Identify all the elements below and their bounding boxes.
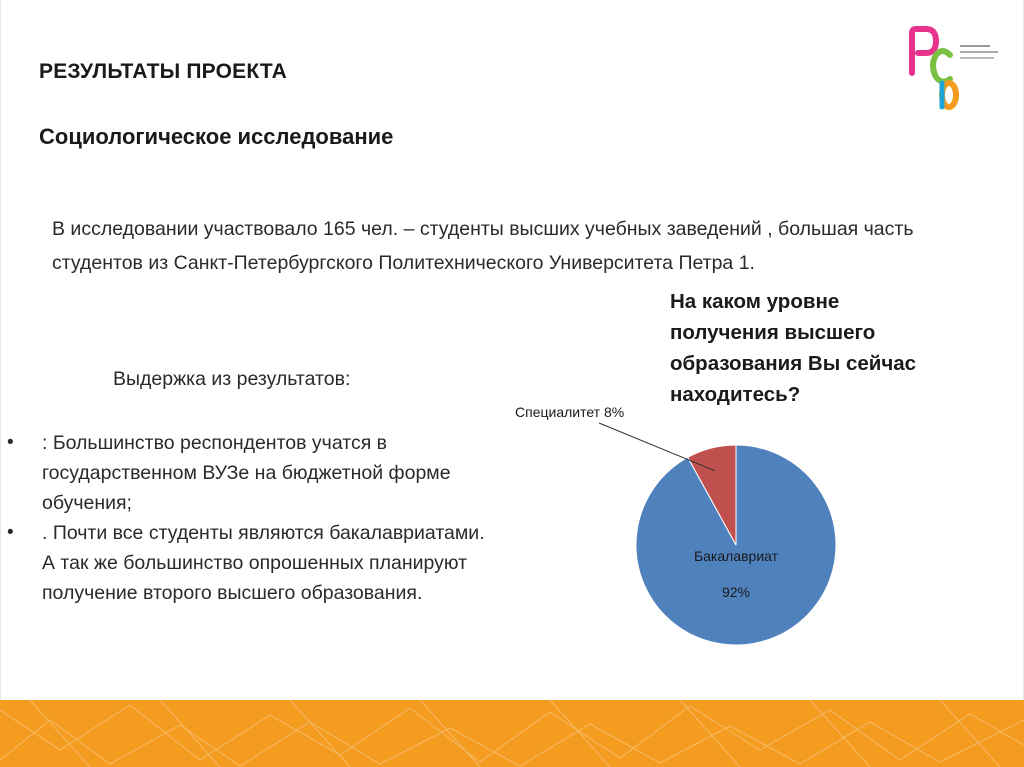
subtitle: Социологическое исследование [39,124,394,149]
list-item [1,428,491,518]
list-item-text: : Большинство респондентов учатся в государственном ВУЗе на бюджетной форме обучения; [42,432,451,514]
footer-pattern [0,700,1024,767]
bullet-icon: • [7,432,14,453]
pie-chart [491,390,891,670]
slice-value-label: 92% [721,584,751,600]
logo-mark [906,25,1006,115]
results-list [1,428,491,608]
list-item [1,518,491,608]
intro-paragraph: В исследовании участвовало 165 чел. – студенты высших учебных заведений , большая часть студентов из Санкт-Петербургского Политехнического Университета Петра 1. [52,218,914,274]
excerpt-heading: Выдержка из результатов: [113,368,351,390]
leader-line [599,423,715,471]
header-title: РЕЗУЛЬТАТЫ ПРОЕКТА [39,60,287,83]
bullet-icon: • [7,522,14,543]
chart-title: На каком уровне получения высшего образования Вы сейчас находитесь? [670,290,917,406]
slice-label: Бакалавриат [693,548,779,564]
footer-band [0,700,1024,767]
slice-label: Специалитет 8% [515,404,625,420]
list-item-text: . Почти все студенты являются бакалавриатами. А так же большинство опрошенных планируют получение второго высшего образования. [42,522,485,604]
logo [906,25,1006,115]
